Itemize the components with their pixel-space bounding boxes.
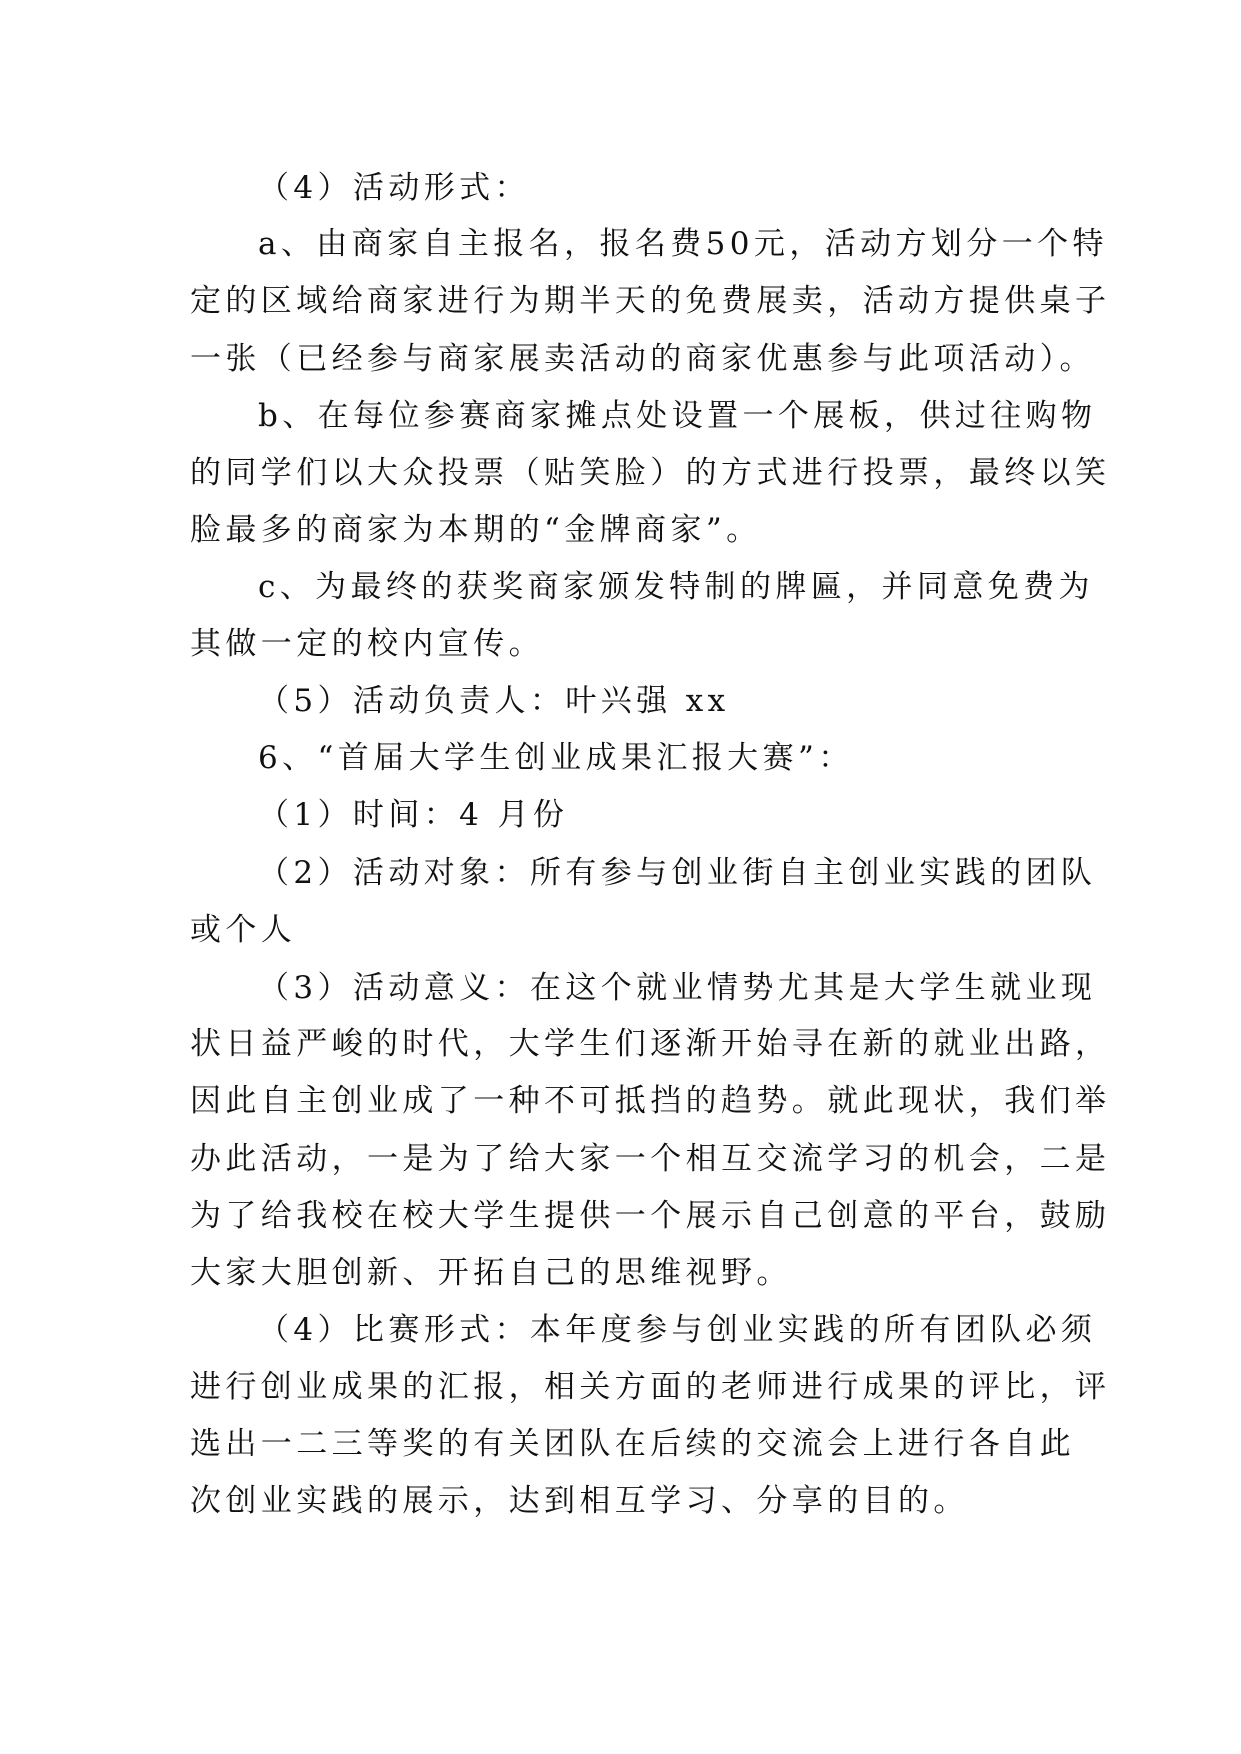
paragraph-line: （4）活动形式： [258,170,530,206]
paragraph-line: b、在每位参赛商家摊点处设置一个展板，供过往购物 [258,398,1097,434]
paragraph-line: a、由商家自主报名，报名费50元，活动方划分一个特 [258,226,1108,262]
paragraph-line: （2）活动对象：所有参与创业街自主创业实践的团队 [258,855,1097,891]
paragraph-line: 定的区域给商家进行为期半天的免费展卖，活动方提供桌子 [190,283,1111,319]
paragraph-line: 一张（已经参与商家展卖活动的商家优惠参与此项活动）。 [190,341,1095,377]
paragraph-line: 脸最多的商家为本期的“金牌商家”。 [190,512,762,548]
section-heading: 6、“首届大学生创业成果汇报大赛”： [258,740,854,776]
paragraph-line: 因此自主创业成了一种不可抵挡的趋势。就此现状，我们举 [190,1083,1111,1119]
paragraph-line: c、为最终的获奖商家颁发特制的牌匾，并同意免费为 [258,569,1094,605]
paragraph-line: 的同学们以大众投票（贴笑脸）的方式进行投票，最终以笑 [190,455,1111,491]
paragraph-line: 为了给我校在校大学生提供一个展示自己创意的平台，鼓励 [190,1198,1111,1234]
paragraph-line: 或个人 [190,912,297,948]
paragraph-line: 大家大胆创新、开拓自己的思维视野。 [190,1255,792,1291]
paragraph-line: （4）比赛形式：本年度参与创业实践的所有团队必须 [258,1312,1097,1348]
paragraph-line: 办此活动，一是为了给大家一个相互交流学习的机会，二是 [190,1141,1111,1177]
paragraph-line: 状日益严峻的时代，大学生们逐渐开始寻在新的就业出路， [190,1026,1111,1062]
paragraph-line: （5）活动负责人：叶兴强 xx [258,683,730,719]
paragraph-line: 次创业实践的展示，达到相互学习、分享的目的。 [190,1483,969,1519]
paragraph-line: 进行创业成果的汇报，相关方面的老师进行成果的评比，评 [190,1369,1111,1405]
paragraph-line: 其做一定的校内宣传。 [190,626,544,662]
paragraph-line: （1）时间：4 月份 [258,797,569,833]
paragraph-line: 选出一二三等奖的有关团队在后续的交流会上进行各自此 [190,1426,1075,1462]
paragraph-line: （3）活动意义：在这个就业情势尤其是大学生就业现 [258,970,1097,1006]
